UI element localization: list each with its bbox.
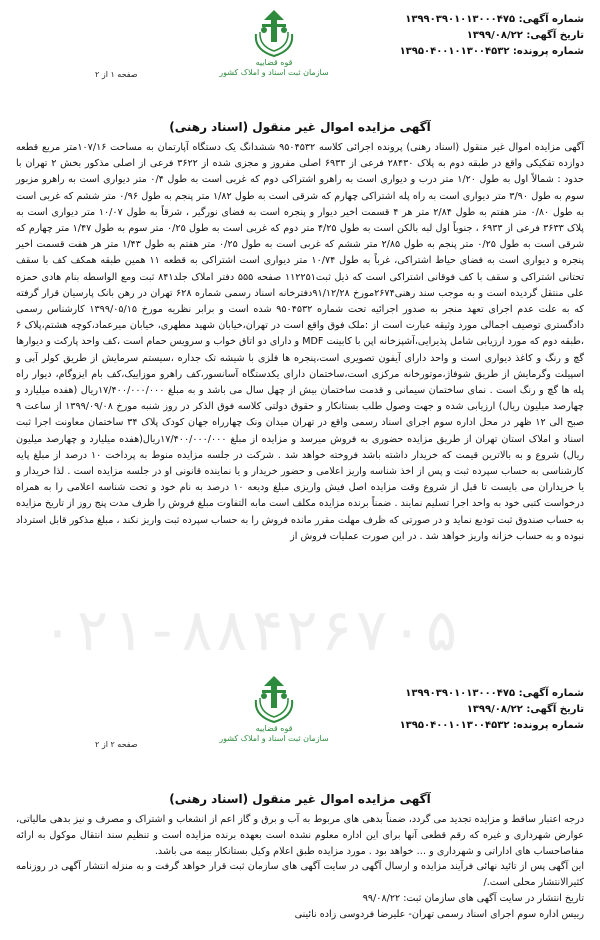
emblem-line1: قوه قضاییه [255, 724, 293, 733]
emblem-line2: سازمان ثبت اسناد و املاک کشور [219, 734, 329, 743]
notice2-meta [400, 686, 584, 734]
publish-date: تاریخ انتشار در سایت آگهی های سازمان ثبت: ۹۹/۰۸/۲۲ [362, 892, 584, 904]
notice2-title: آگهی مزایده اموال غیر منقول (اسناد رهنی) [169, 792, 431, 806]
signatory: رییس اداره سوم اجرای اسناد رسمی تهران- علیرضا فردوسی زاده نائینی [294, 908, 584, 920]
case-number: شماره پرونده: ۱۳۹۵۰۴۰۰۱۰۱۳۰۰۴۵۳۲ [399, 720, 584, 731]
notice1-body: آگهی مزایده اموال غیر منقول (اسناد رهنی) پرونده اجرائی کلاسه ۹۵۰۴۵۳۲ ششدانگ یک دستگاه آپارتمان به مساحت ۱۰۷/۱۶متر مربع قطعه دوازده تفکیکی واقع در طبقه دوم به پلاک ۲۸۴۳۰ فرعی از ۶۹۳۳ اصلی مفروز و مجزی شده از ۳۶۲۲ فرعی از اصلی مذکور بخش ۲ تهران با حدود : شمالاً اول به طول ۱/۲۰ متر درب و دیواری است به راهرو اشتراکی دوم که غربی است به طول ۰/۴ متر دیواری است به راهرو مزبور سوم به طول ۳/۹۰ متر دیواری است به راه پله اشتراکی چهارم که شرقی است به طول ۱/۸۲ متر پنجم به طول ۰/۹۶ متر ششم که غربی است به طول ۰/۸۰ متر هفتم به طول ۲/۸۴ متر هر ۴ قسمت اخیر دیوار و پنجره است به فضای نورگیر ، شرقاً به طول ۱۰/۰۷ متر دیواری است به پلاک ۳۶۳۳ فرعی از ۶۹۳۳ ، جنوباً اول لبه بالکن است به طول ۴/۲۵ متر دوم که غربی است به طول ۰/۲۵ متر سوم به طول ۱/۴۷ متر چهارم که شرقی است به طول ۰/۲۵ متر پنجم به طول ۲/۸۵ متر ششم که غربی است به طول ۰/۲۵ متر هفتم به طول ۱/۴۳ متر هر هفت قسمت اخیر پنجره و دیواری است به فضای حیاط اشتراکی، غرباً به طول ۱۰/۷۴ متر دیواری است اشتراکی به قطعه ۱۱ همین طبقه همکف کف با سقف تحتانی اشتراکی و سقف با کف فوقانی اشتراکی است که ذیل ثبت۱۱۲۲۵۱ صفحه ۵۵۵ دفتر املاک جلد۸۴۱ ثبت ومع الواسطه بنام هادی حمزه علی منتقل گردیده است و به موجب سند رهنی۲۶۷۴مورخ ۹۱/۱۲/۲۸دفترخانه اسناد رسمی شماره ۶۲۸ تهران در رهن بانک پارسیان قرار گرفته که به علت عدم اجرای تعهد منجر به صدور اجرائیه تحت شماره ۹۵۰۴۵۳۲ شده است و برابر نظریه مورخ ۱۳۹۹/۰۵/۱۵ کارشناس رسمی دادگستری توصیف اجمالی مورد وثیقه عبارت است از :ملک فوق واقع است در تهران،خیابان شهید مطهری، خیابان میرعماد،کوچه هشتم،پلاک ۶ ،طبقه دوم که مورد ارزیابی شامل پذیرایی،آشپزخانه اپن با کابینت MDF و دارای دو اتاق خواب و سرویس حمام است ،کف واحد پارکت و دیوارها گچ و رنگ و کاغذ دیواری است و واحد دارای آیفون تصویری است،پنجره ها فلزی با شیشه تک جداره ،سیستم سرمایش از طریق کولر آبی و اسپیلت وگرمایش از طریق شوفاژ،موتورخانه مرکزی است،ساختمان دارای یکدستگاه آسانسور،کف راهرو موزاییک،کف بام ایزوگام، دیوار راه پله ها گچ و رنگ است . نمای ساختمان سیمانی و قدمت ساختمان بیش از چهل سال می باشد و به مبلغ ۱۷/۴۰۰/۰۰۰/۰۰۰ریال (هفده میلیارد و چهارصد میلیون ریال) ارزیابی شده و جهت وصول طلب بستانکار و حقوق دولتی کلاسه فوق الذکر در روز شنبه مورخ ۱۳۹۹/۰۹/۰۸ از ساعت ۹ صبح الی ۱۲ ظهر در محل اداره سوم اجرای اسناد رسمی واقع در تهران میدان ونک چهارراه جهان کودک پلاک ۳۴ ساختمان معاونت اجرا ثبت اسناد و املاک استان تهران از طریق مزایده حضوری به فروش میرسد و مزایده از مبلغ ۱۷/۴۰۰/۰۰۰/۰۰۰ریال(هفده میلیارد و چهارصد میلیون ریال) شروع و به بالاترین قیمت که خریدار داشته باشد فروخته خواهد شد . شرکت در جلسه مزایده منوط به پرداخت ۱۰ درصد از مبلغ پایه کارشناسی به حساب سپرده ثبت و پس از اخذ شناسه واریز اعلامی و حضور خریدار و یا نماینده قانونی او در جلسه مزایده است . لذا خریدار و یا خریداران می بایست تا قبل از شروع وقت مزایده اصل فیش واریزی مبلغ ودیعه ۱۰ درصد به نام خود و تحت شناسه اعلامی را به همراه درخواست کتبی خود به واحد اجرا تسلیم نمایند . ضمناً برنده مزایده مکلف است مابه التفاوت مبلغ فروش را ظرف مدت پنج روز از تاریخ مزایده به حساب صندوق ثبت تودیع نماید و در صورتی که ظرف مهلت مقرر مانده فروش را به حساب سپرده ثبت واریز نکند ، مبلغ مذکور قابل استرداد نبوده و به حساب خزانه واریز خواهد شد . در این صورت عملیات فروش از [16, 142, 584, 542]
emblem-line2: سازمان ثبت اسناد و املاک کشور [219, 68, 329, 77]
page-number: صفحه ۲ از ۲ [95, 740, 138, 749]
judiciary-emblem [214, 6, 334, 78]
notice-number: شماره آگهی: ۱۳۹۹۰۳۹۰۱۰۱۳۰۰۰۴۷۵ [405, 14, 584, 25]
emblem-icon [252, 672, 296, 724]
case-number: شماره پرونده: ۱۳۹۵۰۴۰۰۱۰۱۳۰۰۴۵۳۲ [399, 46, 584, 57]
notice-date: تاریخ آگهی: ۱۳۹۹/۰۸/۲۲ [466, 704, 584, 715]
judiciary-emblem [214, 672, 334, 744]
notice-date: تاریخ آگهی: ۱۳۹۹/۰۸/۲۲ [466, 30, 584, 41]
emblem-icon [252, 6, 296, 58]
notice2-body [16, 812, 584, 923]
notice-number: شماره آگهی: ۱۳۹۹۰۳۹۰۱۰۱۳۰۰۰۴۷۵ [405, 688, 584, 699]
notice2-paragraph: این آگهی پس از تائید نهائی فرآیند مزایده و ارسال آگهی در سایت آگهی های سازمان ثبت قرار خواهد گرفت و به منزله انتشار آگهی در روزنامه کثیرالانتشار محلی است./ [16, 861, 584, 889]
page-number: صفحه ۱ از ۲ [95, 70, 138, 79]
watermark: ۰۲۱-۸۸۴۲۶۷۰۵ [40, 596, 460, 664]
notice1-title: آگهی مزایده اموال غیر منقول (اسناد رهنی) [169, 120, 431, 134]
notice2-paragraph: درجه اعتبار ساقط و مزایده تجدید می گردد، ضمناً بدهی های مربوط به آب و برق و گاز اعم از انشعاب و اشتراک و مصرف و نیز بدهی مالیاتی، عوارض شهرداری و غیره که رقم قطعی آنها برای این اداره معلوم نشده است بعهده برنده مزایده است و تنظیم سند انتقال موکول به ارائه مفاصاحساب های اداراتی و شهرداری و … خواهد بود . مورد مزایده طبق اعلام وکیل بستانکار بیمه می باشد. [16, 814, 584, 857]
emblem-line1: قوه قضاییه [255, 58, 293, 67]
notice1-meta [400, 12, 584, 60]
